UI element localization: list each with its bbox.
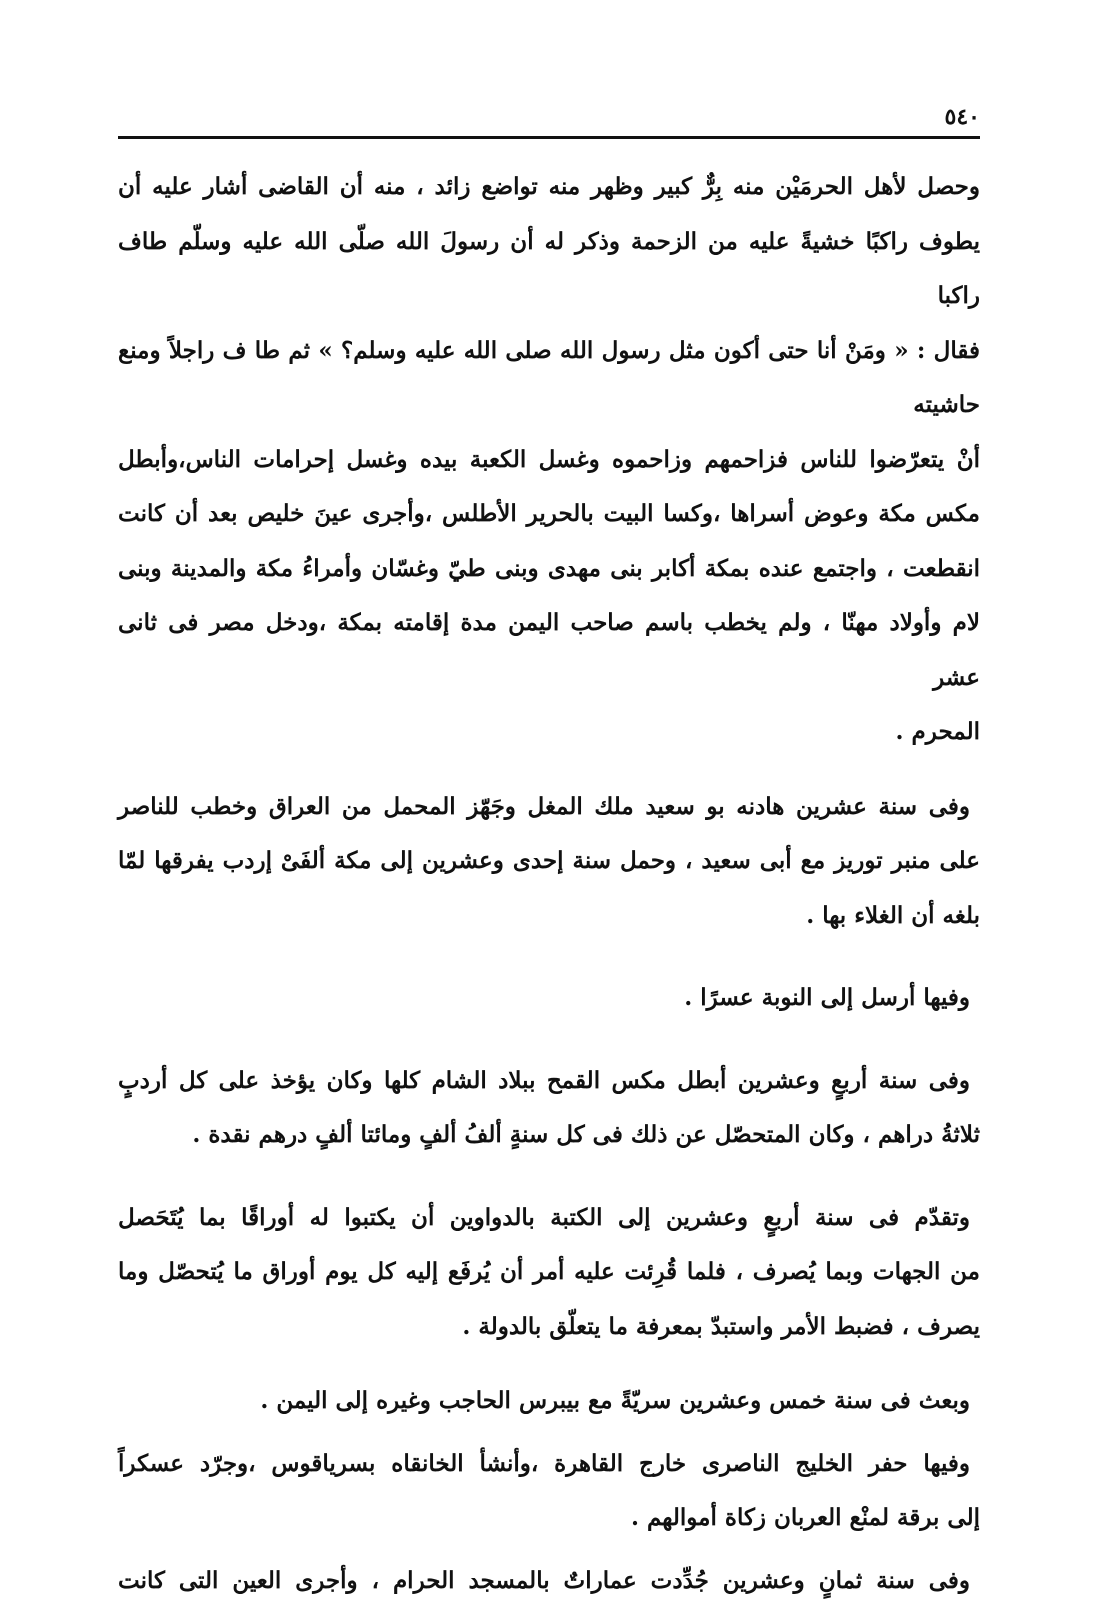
text-line: من الجهات وبما يُصرف ، فلما قُرِئت عليه أمر أن يُرفَع إليه كل يوم أوراق ما يُتحصّل وما bbox=[118, 1245, 980, 1300]
text-line: المحرم . bbox=[118, 705, 980, 760]
text-line: فقال : « ومَنْ أنا حتى أكون مثل رسول الله صلى الله عليه وسلم؟ » ثم طا ف راجلاً ومنع حاشيته bbox=[118, 324, 980, 433]
page-number: ٥٤٠ bbox=[0, 104, 980, 130]
text-line: على منبر توريز مع أبى سعيد ، وحمل سنة إحدى وعشرين إلى مكة ألفَىْ إردب يفرقها لمّا bbox=[118, 834, 980, 889]
text-line: لام وأولاد مهنّا ، ولم يخطب باسم صاحب اليمن مدة إقامته بمكة ،ودخل مصر فى ثانى عشر bbox=[118, 596, 980, 705]
paragraph-8 bbox=[118, 1554, 980, 1608]
paragraph-7 bbox=[118, 1437, 980, 1546]
text-line: يطوف راكبًا خشيةً عليه من الزحمة وذكر له أن رسولَ الله صلّى الله عليه وسلّم طاف راكبا bbox=[118, 215, 980, 324]
paragraph-3 bbox=[118, 971, 980, 1026]
text-body bbox=[118, 160, 980, 1608]
paragraph-5 bbox=[118, 1191, 980, 1355]
paragraph-2 bbox=[118, 780, 980, 944]
header-rule bbox=[118, 136, 980, 139]
text-line: ثلاثةُ دراهم ، وكان المتحصّل عن ذلك فى كل سنةٍ ألفُ ألفٍ ومائتا ألفٍ درهم نقدة . bbox=[118, 1108, 980, 1163]
text-line: بلغه أن الغلاء بها . bbox=[118, 889, 980, 944]
text-line: إلى برقة لمنْع العربان زكاة أموالهم . bbox=[118, 1491, 980, 1546]
text-line: أنْ يتعرّضوا للناس فزاحمهم وزاحموه وغسل الكعبة بيده وغسل إحرامات الناس،وأبطل bbox=[118, 433, 980, 488]
text-line: انقطعت ، واجتمع عنده بمكة أكابر بنى مهدى وبنى طيّ وغسّان وأمراءُ مكة والمدينة وبنى bbox=[118, 542, 980, 597]
paragraph-4 bbox=[118, 1054, 980, 1163]
text-line: مكس مكة وعوض أسراها ،وكسا البيت بالحرير الأطلس ،وأجرى عينَ خليص بعد أن كانت bbox=[118, 487, 980, 542]
text-line: وفيها أرسل إلى النوبة عسرًا . bbox=[118, 971, 980, 1026]
text-line: وفى سنة عشرين هادنه بو سعيد ملك المغل وجَهّز المحمل من العراق وخطب للناصر bbox=[118, 780, 980, 835]
text-line: يصرف ، فضبط الأمر واستبدّ بمعرفة ما يتعلّق بالدولة . bbox=[118, 1300, 980, 1355]
text-line: وفيها حفر الخليج الناصرى خارج القاهرة ،وأنشأ الخانقاه بسرياقوس ،وجرّد عسكراً bbox=[118, 1437, 980, 1492]
text-line: وفى سنة ثمانٍ وعشرين جُدِّدت عماراتٌ بالمسجد الحرام ، وأجرى العين التى كانت bbox=[118, 1554, 980, 1608]
text-line: وتقدّم فى سنة أربعٍ وعشرين إلى الكتبة بالدواوين أن يكتبوا له أوراقًا بما يُتَحَصل bbox=[118, 1191, 980, 1246]
text-line: وبعث فى سنة خمس وعشرين سريّةً مع بيبرس الحاجب وغيره إلى اليمن . bbox=[118, 1374, 980, 1429]
text-line: وحصل لأهل الحرمَيْن منه بِرٌّ كبير وظهر منه تواضع زائد ، منه أن القاضى أشار عليه أن bbox=[118, 160, 980, 215]
paragraph-6 bbox=[118, 1374, 980, 1429]
paragraph-1 bbox=[118, 160, 980, 760]
text-line: وفى سنة أربعٍ وعشرين أبطل مكس القمح ببلاد الشام كلها وكان يؤخذ على كل أردبٍ bbox=[118, 1054, 980, 1109]
